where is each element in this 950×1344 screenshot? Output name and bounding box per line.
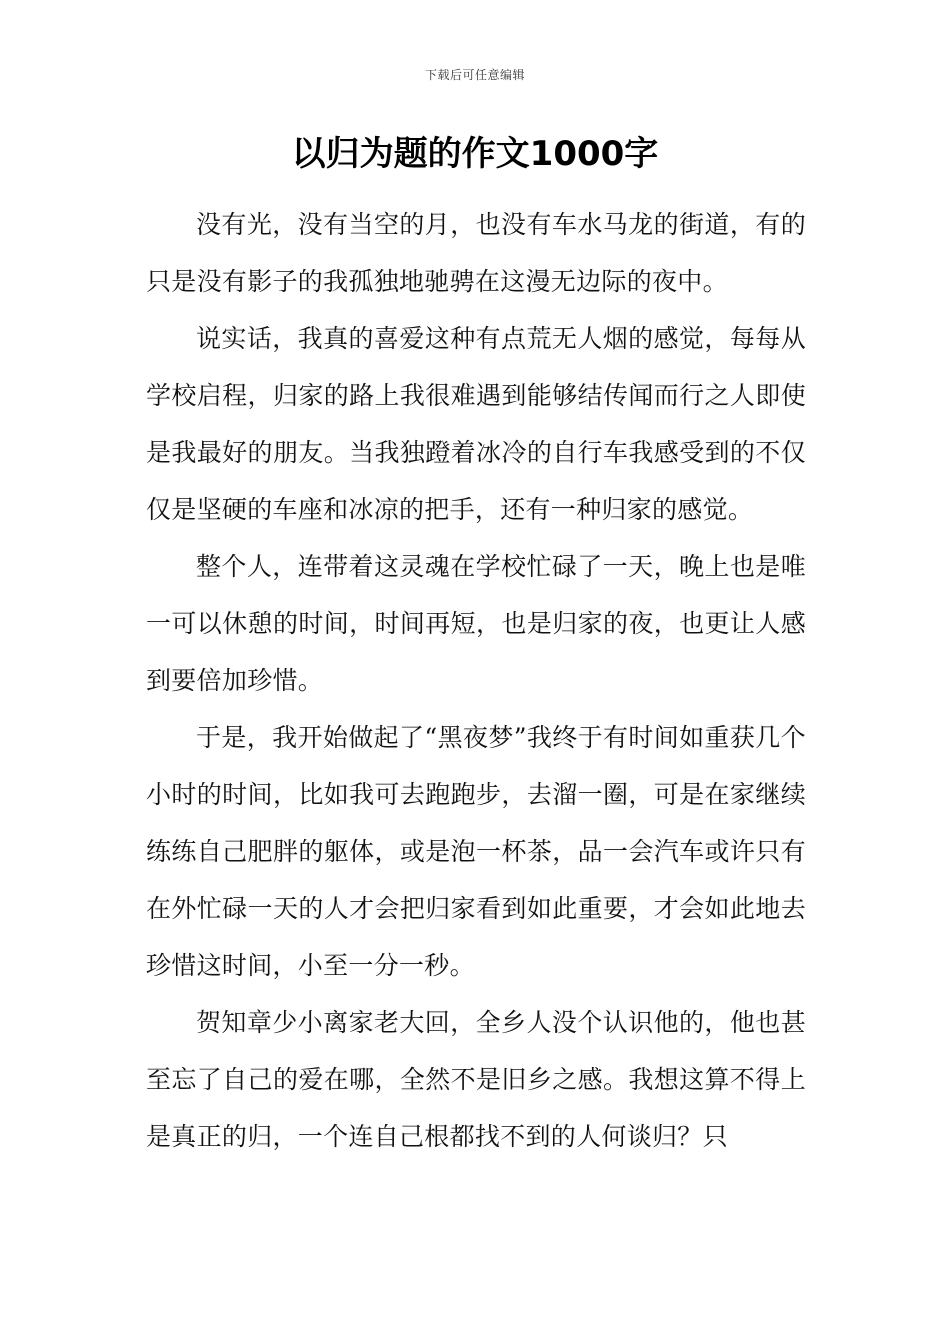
paragraph-2: 说实话，我真的喜爱这种有点荒无人烟的感觉，每每从学校启程，归家的路上我很难遇到能够结传闻而行之人即使是我最好的朋友。当我独蹬着冰冷的自行车我感受到的不仅仅是坚硬的车座和冰凉的把手，还有一种归家的感觉。: [146, 324, 806, 524]
header-note: 下载后可任意编辑: [424, 68, 525, 82]
document-title: 以归为题的作文1000字: [291, 134, 659, 174]
document-body: [146, 196, 806, 1165]
paragraph-5: 贺知章少小离家老大回，全乡人没个认识他的，他也甚至忘了自己的爱在哪，全然不是旧乡之感。我想这算不得上是真正的归，一个连自己根都找不到的人何谈归？只: [146, 1008, 806, 1151]
paragraph-3: 整个人，连带着这灵魂在学校忙碌了一天，晚上也是唯一可以休憩的时间，时间再短，也是归家的夜，也更让人感到要倍加珍惜。: [146, 552, 806, 695]
paragraph-1: 没有光，没有当空的月，也没有车水马龙的街道，有的只是没有影子的我孤独地驰骋在这漫无边际的夜中。: [146, 210, 806, 296]
paragraph-4: 于是，我开始做起了“黑夜梦”我终于有时间如重获几个小时的时间，比如我可去跑跑步，去溜一圈，可是在家继续练练自己肥胖的躯体，或是泡一杯茶，品一会汽车或许只有在外忙碌一天的人才会把归家看到如此重要，才会如此地去珍惜这时间，小至一分一秒。: [146, 723, 806, 980]
